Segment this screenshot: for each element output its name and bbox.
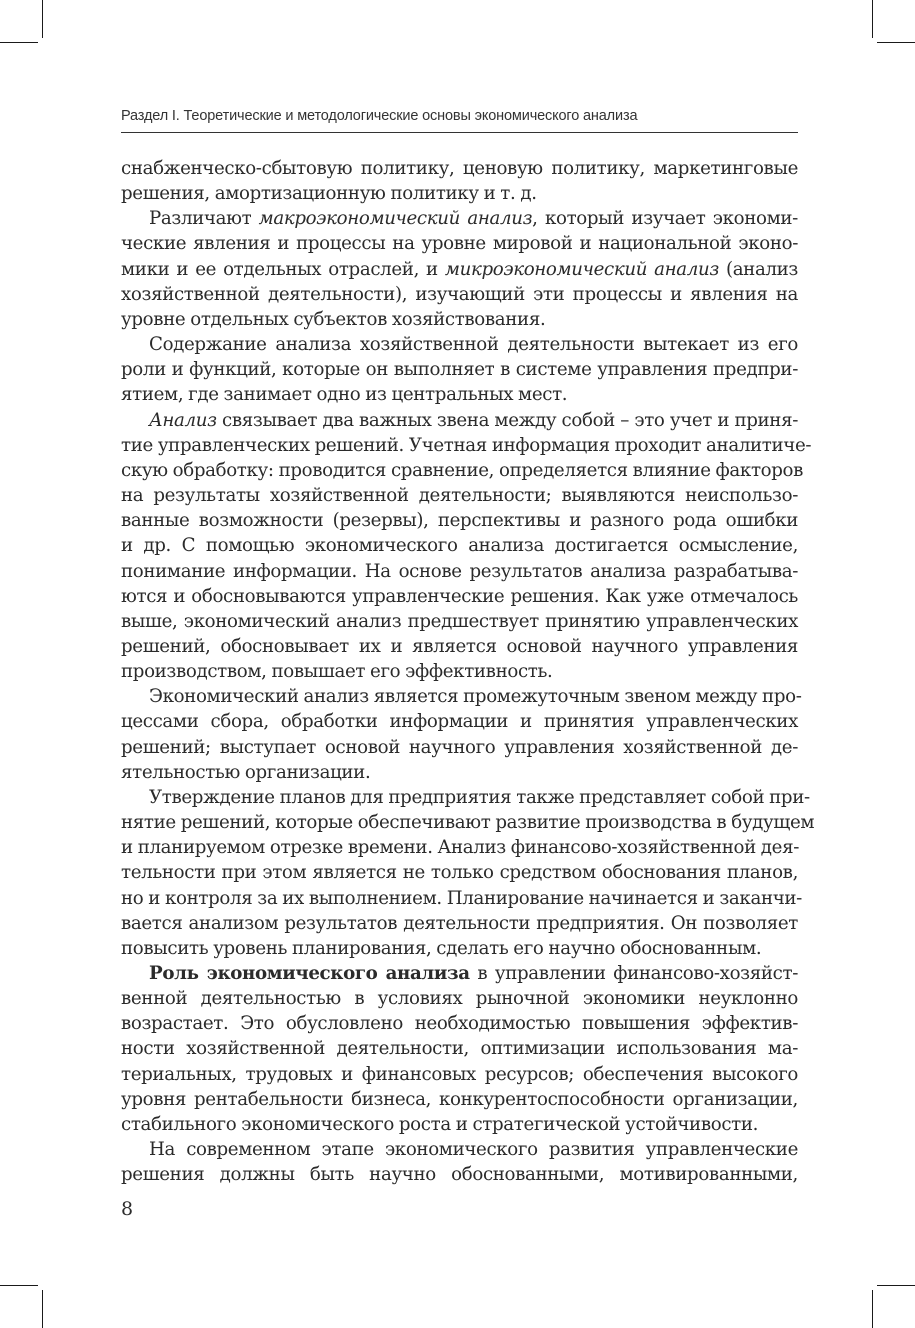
header-rule	[121, 132, 798, 133]
paragraph	[121, 785, 815, 961]
paragraph	[121, 206, 798, 332]
text-line: и планируемом отрезке времени. Анализ финансово-хозяйственной дея-	[121, 837, 799, 859]
text-line: ятием, где занимает одно из центральных мест.	[121, 384, 568, 406]
crop-mark-top-right	[877, 42, 915, 43]
text-line: цессами сбора, обработки информации и принятия управленческих	[121, 711, 798, 733]
text-line: уровне отдельных субъектов хозяйствования.	[121, 308, 546, 330]
text-line: териальных, трудовых и финансовых ресурсов; обеспечения высокого	[121, 1063, 798, 1085]
text-line: но и контроля за их выполнением. Планирование начинается и заканчи-	[121, 887, 802, 909]
paragraph	[121, 408, 812, 685]
paragraph	[121, 1137, 798, 1187]
text-line: возрастает. Это обусловлено необходимостью повышения эффектив-	[121, 1013, 798, 1035]
text-line: производством, повышает его эффективность.	[121, 661, 553, 683]
italic-term: микроэкономический анализ	[444, 258, 719, 280]
text-line	[121, 408, 798, 433]
italic-term: макроэкономический анализ	[258, 208, 533, 230]
crop-mark-top-right	[872, 0, 873, 38]
text-line: тие управленческих решений. Учетная информация проходит аналитиче-	[121, 434, 812, 456]
text-line: решений; выступает основой научного управления хозяйственной де-	[121, 736, 798, 758]
text-line: На современном этапе экономического развития управленческие	[149, 1139, 798, 1161]
page-number: 8	[121, 1198, 134, 1220]
text-line: ческие явления и процессы на уровне мировой и национальной эконо-	[121, 233, 798, 255]
text-line: на результаты хозяйственной деятельности; выявляются неиспользо-	[121, 485, 798, 507]
text-line: венной деятельностью в условиях рыночной экономики неуклонно	[121, 988, 798, 1010]
text-line: ности хозяйственной деятельности, оптимизации использования ма-	[121, 1038, 798, 1060]
text-line: ятельностью организации.	[121, 761, 371, 783]
text-line: нятие решений, которые обеспечивают развитие производства в будущем	[121, 812, 815, 834]
text-line: Экономический анализ является промежуточным звеном между про-	[149, 686, 802, 708]
paragraph	[121, 961, 798, 1137]
crop-mark-bottom-right	[872, 1290, 873, 1328]
crop-mark-top-left	[0, 42, 38, 43]
text-run: связывает два важных звена между собой – это учет и приня-	[216, 409, 798, 431]
text-line: ются и обосновываются управленческие решения. Как уже отмечалось	[121, 585, 798, 607]
text-run: в управлении финансово-хозяйст-	[469, 963, 798, 984]
text-line: роли и функций, которые он выполняет в системе управления предпри-	[121, 359, 798, 381]
crop-mark-top-left	[42, 0, 43, 38]
text-line	[121, 206, 798, 231]
paragraph	[121, 156, 798, 206]
text-line: решения должны быть научно обоснованными, мотивированными,	[121, 1164, 798, 1186]
text-line: хозяйственной деятельности), изучающий эти процессы и явления на	[121, 283, 798, 305]
text-run: мики и ее отдельных отраслей, и	[121, 258, 445, 280]
text-line: скую обработку: проводится сравнение, определяется влияние факторов	[121, 459, 804, 481]
text-line: понимание информации. На основе результатов анализа разрабатыва-	[121, 560, 798, 582]
text-line: Содержание анализа хозяйственной деятельности вытекает из его	[149, 334, 798, 356]
text-line: ванные возможности (резервы), перспективы и разного рода ошибки	[121, 510, 798, 532]
text-run: Различают	[149, 208, 259, 230]
text-line: решения, амортизационную политику и т. д.	[121, 183, 537, 205]
paragraph	[121, 332, 798, 407]
crop-mark-bottom-left	[42, 1290, 43, 1328]
text-run: (анализ	[718, 258, 798, 280]
italic-term: Анализ	[149, 409, 217, 431]
text-line: повысить уровень планирования, сделать его научно обоснованным.	[121, 937, 762, 959]
text-line: тельности при этом является не только средством обоснования планов,	[121, 862, 798, 884]
text-line: стабильного экономического роста и стратегической устойчивости.	[121, 1113, 759, 1135]
crop-mark-bottom-left	[0, 1285, 38, 1286]
text-line	[121, 961, 798, 986]
text-line: и др. С помощью экономического анализа достигается осмысление,	[121, 535, 798, 557]
running-head: Раздел I. Теоретические и методологические основы экономического анализа	[121, 108, 638, 124]
bold-term: Роль экономического анализа	[149, 963, 470, 984]
paragraph	[121, 684, 802, 785]
text-line: вается анализом результатов деятельности предприятия. Он позволяет	[121, 912, 798, 934]
text-line: снабженческо-сбытовую политику, ценовую политику, маркетинговые	[121, 158, 798, 179]
text-line: выше, экономический анализ предшествует принятию управленческих	[121, 610, 798, 632]
text-run: , который изучает экономи-	[532, 208, 798, 230]
text-line: решений, обосновывает их и является основой научного управления	[121, 635, 798, 657]
text-line	[121, 257, 798, 282]
body-text	[121, 156, 815, 1187]
text-line: уровня рентабельности бизнеса, конкурентоспособности организации,	[121, 1088, 798, 1110]
text-line: Утверждение планов для предприятия также представляет собой при-	[149, 786, 810, 808]
crop-mark-bottom-right	[877, 1285, 915, 1286]
